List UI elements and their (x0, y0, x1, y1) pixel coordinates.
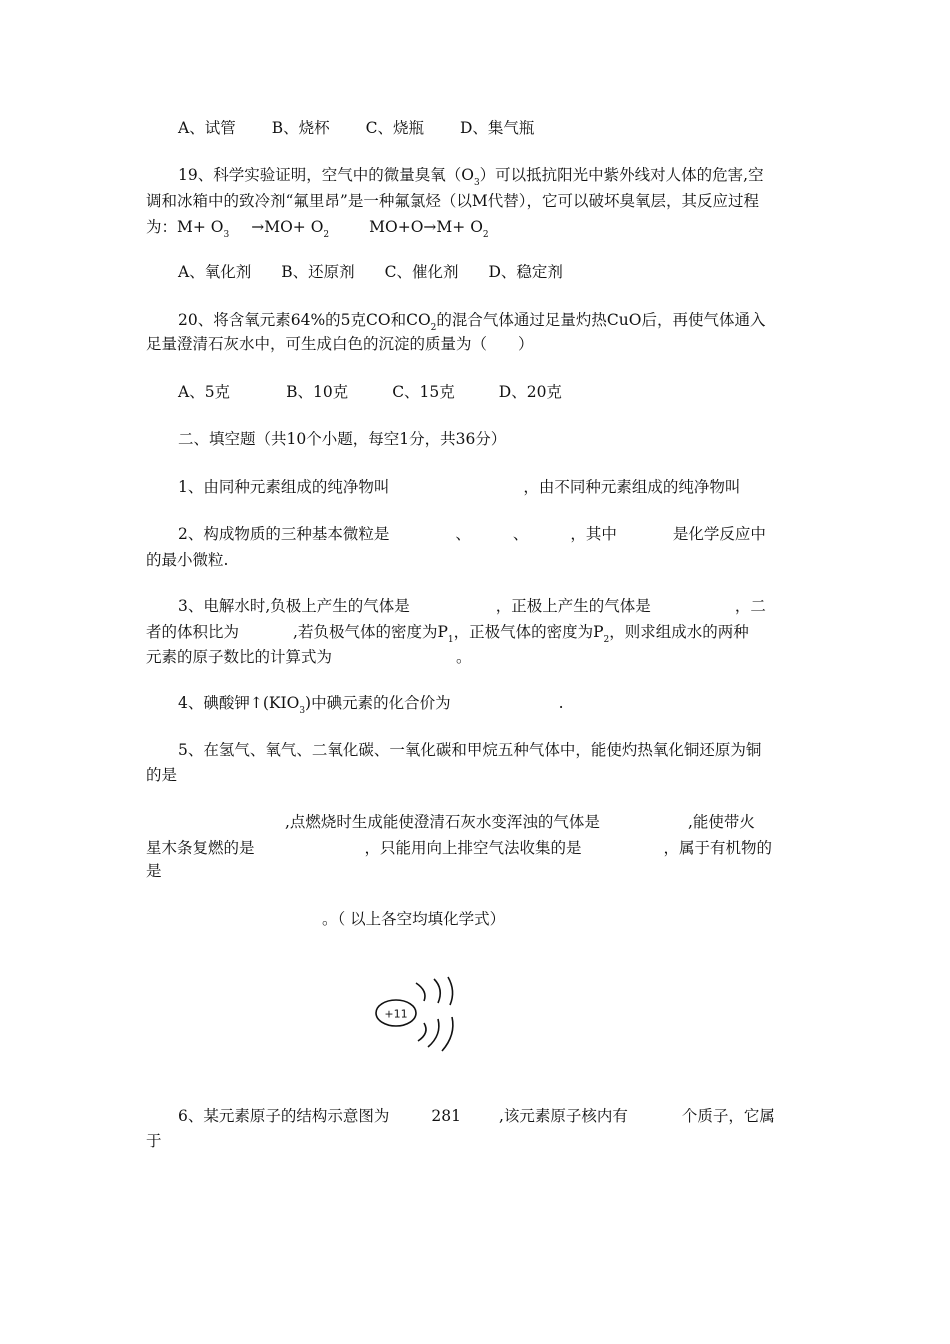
fill-q6-line-2: 于 (146, 1132, 162, 1150)
fill-q3-line-3: 元素的原子数比的计算式为 。 (146, 648, 472, 666)
q20-line-2: 足量澄清石灰水中，可生成白色的沉淀的质量为（ ） (146, 335, 534, 353)
q20-options (178, 382, 562, 402)
q18-option-c: C、烧瓶 (365, 119, 424, 137)
q20-line-1: 20、将含氧元素64%的5克CO和$CO_2$的混合气体通过足量灼热CuO后，再使气体通入 (178, 311, 766, 333)
fill-q5-line-3: ,点燃烧时生成能使澄清石灰水变浑浊的气体是 ,能使带火 (285, 813, 755, 831)
q18-option-a: A、试管 (178, 119, 236, 137)
q18-options (178, 118, 534, 138)
q20-option-a: A、5克 (178, 383, 231, 401)
q19-option-d: D、稳定剂 (488, 263, 563, 281)
q19-option-a: A、氧化剂 (178, 263, 252, 281)
nucleus-charge: +11 (384, 1007, 408, 1021)
q19-option-b: B、还原剂 (281, 263, 355, 281)
fill-q3-line-1: 3、电解水时,负极上产生的气体是 ，正极上产生的气体是 ，二 (178, 597, 766, 615)
fill-q3-line-2: 者的体积比为 ,若负极气体的密度为$P_1$，正极气体的密度为$P_2$，则求组成水的两种 (146, 623, 749, 645)
fill-q4: 4、碘酸钾$↑(KIO_3)$中碘元素的化合价为 . (178, 694, 564, 716)
fill-q2-line-2: 的最小微粒. (146, 551, 229, 569)
fill-q5-line-4: 星木条复燃的是 ，只能用向上排空气法收集的是 ，属于有机物的 (146, 839, 773, 857)
fill-q2-line-1: 2、构成物质的三种基本微粒是 、 、 ，其中 是化学反应中 (178, 525, 766, 543)
fill-q5-line-1: 5、在氢气、氧气、二氧化碳、一氧化碳和甲烷五种气体中，能使灼热氧化铜还原为铜 (178, 741, 762, 759)
atom-structure-diagram (372, 975, 462, 1055)
q19-line-2: 调和冰箱中的致冷剂“氟里昂”是一种氟氯烃（以M代替），它可以破坏臭氧层，其反应过程 (146, 192, 759, 210)
q19-line-1: 19、科学实验证明，空气中的微量臭氧$(O_3)$可以抵抗阳光中紫外线对人体的危害,空 (178, 166, 764, 188)
q19-options (178, 262, 563, 282)
fill-q5-line-6: 。（ 以上各空均填化学式） (322, 910, 506, 928)
fill-q1: 1、由同种元素组成的纯净物叫 ，由不同种元素组成的纯净物叫 (178, 478, 741, 496)
q19-option-c: C、催化剂 (384, 263, 459, 281)
q18-option-d: D、集气瓶 (459, 119, 535, 137)
q20-option-b: B、10克 (286, 383, 349, 401)
fill-q5-line-2: 的是 (146, 766, 178, 784)
q18-option-b: B、烧杯 (271, 119, 330, 137)
fill-q6-line-1: 6、某元素原子的结构示意图为 281 ,该元素原子核内有 个质子，它属 (178, 1107, 775, 1125)
q20-option-d: D、20克 (498, 383, 562, 401)
section-heading: 二、填空题（共10个小题，每空1分，共36分） (178, 430, 507, 448)
shell-electrons: 281 (431, 1107, 461, 1125)
fill-q5-line-5: 是 (146, 862, 162, 880)
q20-option-c: C、15克 (392, 383, 455, 401)
q19-line-3: 为：$M+ O_3 \to MO+ O_2$ $MO+O\to M+ O_2$ (146, 218, 489, 240)
atom-shells-icon (372, 975, 462, 1055)
